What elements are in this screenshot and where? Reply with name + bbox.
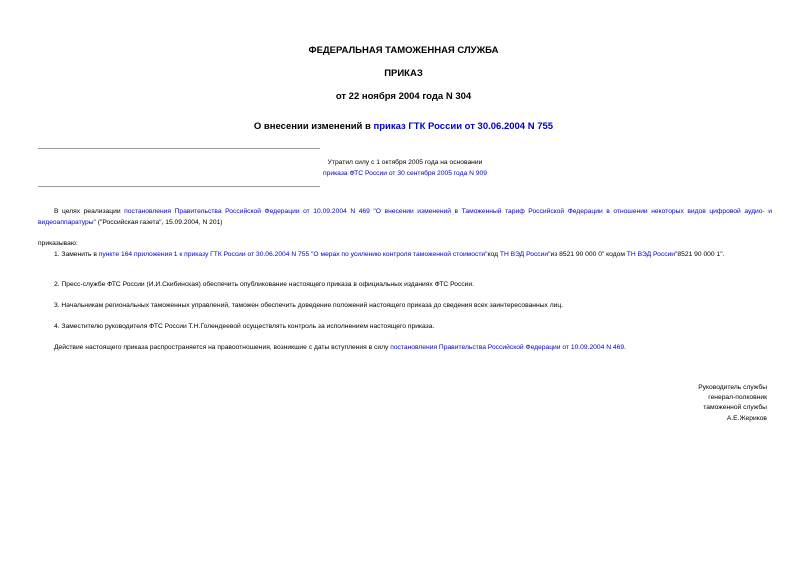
status-note-link-line xyxy=(240,169,570,179)
item-1-suffix: "8521 90 000 1". xyxy=(675,251,725,258)
preamble-suffix: ("Российская газета", 15.09.2004, N 201) xyxy=(95,219,223,226)
divider-top xyxy=(38,148,320,149)
item-1-prefix: 1. Заменить в xyxy=(54,251,99,258)
status-note-line: Утратил силу с 1 октября 2005 года на основании xyxy=(327,159,483,166)
subject-prefix: О внесении изменений в xyxy=(253,121,374,132)
order-item-1 xyxy=(38,249,772,260)
document-subject xyxy=(0,121,807,133)
item-1-link-tnved-2[interactable]: ТН ВЭД России xyxy=(626,251,676,258)
preamble-paragraph xyxy=(38,206,772,228)
item-1-link-tnved[interactable]: ТН ВЭД России xyxy=(499,251,549,258)
order-item-4: 4. Заместителю руководителя ФТС России Т.Н.Голендеевой осуществлять контроль за исполнением настоящего приказа. xyxy=(54,323,435,330)
final-suffix: . xyxy=(624,344,626,351)
item-1-mid: код xyxy=(487,251,500,258)
final-paragraph xyxy=(38,342,772,353)
signature-service: таможенной службы xyxy=(703,404,767,411)
signature-position: Руководитель службы xyxy=(698,384,767,391)
divider-bottom xyxy=(38,186,320,187)
item-1-mid-2: "из 8521 90 000 0" кодом xyxy=(548,251,627,258)
order-item-3: 3. Начальникам региональных таможенных управлений, таможен обеспечить доведение положений настоящего приказа до сведения всех заинтересованных лиц. xyxy=(54,302,564,309)
document-date: от 22 ноября 2004 года N 304 xyxy=(335,91,472,102)
order-item-2: 2. Пресс-службе ФТС России (И.И.Скибинская) обеспечить опубликование настоящего приказа в официальных изданиях ФТС России. xyxy=(54,281,474,288)
final-prefix: Действие настоящего приказа распространяется на правоотношения, возникшие с даты вступления в силу xyxy=(54,344,391,351)
signature-rank: генерал-полковник xyxy=(708,394,767,401)
preamble-link[interactable]: постановления Правительства Российской Федерации от 10.09.2004 N 469 "О внесении изменений в Таможенный тариф Российской Федерации в отношении некоторых видов цифровой аудио- и видеоаппаратуры" xyxy=(38,208,772,226)
final-link[interactable]: постановления Правительства Российской Федерации от 10.09.2004 N 469 xyxy=(390,344,625,351)
status-note-link[interactable]: приказа ФТС России от 30 сентября 2005 года N 909 xyxy=(323,170,487,177)
item-1-link-order[interactable]: пункте 164 приложения 1 к приказу ГТК России от 30.06.2004 N 755 "О мерах по усилению контроля таможенной стоимости" xyxy=(98,251,488,258)
document-type: ПРИКАЗ xyxy=(384,68,423,79)
subject-link[interactable]: приказ ГТК России от 30.06.2004 N 755 xyxy=(373,121,554,132)
preamble-prefix: В целях реализации xyxy=(54,208,125,215)
signature-name: А.Е.Жериков xyxy=(726,415,767,422)
agency-title: ФЕДЕРАЛЬНАЯ ТАМОЖЕННАЯ СЛУЖБА xyxy=(308,45,499,56)
order-word: приказываю: xyxy=(38,240,78,247)
